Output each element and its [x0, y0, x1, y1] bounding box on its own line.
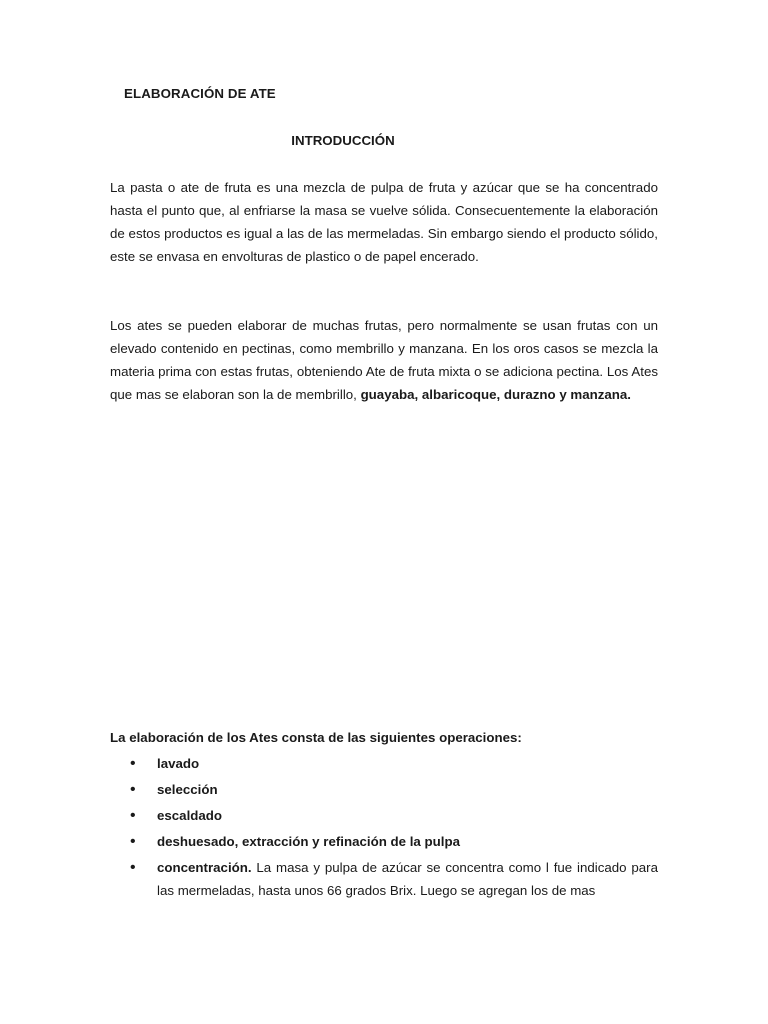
paragraph-2-bold-fruits: guayaba, albaricoque, durazno y manzana. [360, 387, 632, 402]
operation-name: selección [157, 782, 218, 797]
list-item [110, 804, 658, 827]
operation-name: concentración. [157, 860, 252, 875]
list-item [110, 830, 658, 853]
operation-name: escaldado [157, 808, 223, 823]
paragraph-2-text: Los ates se pueden elaborar de muchas frutas, pero normalmente se usan frutas con un elevado contenido en pectinas, como membrillo y manzana. En los oros casos se mezcla la materia prima con estas frutas, obteniendo Ate de fruta mixta o se adiciona pectina. Los Ates que mas se elaboran son la de membrillo, [110, 318, 658, 402]
list-item [110, 752, 658, 775]
operations-heading: La elaboración de los Ates consta de las siguientes operaciones: [110, 730, 522, 745]
section-title-introduccion: INTRODUCCIÓN [291, 133, 395, 148]
document-title: ELABORACIÓN DE ATE [124, 86, 276, 101]
operation-name: deshuesado, extracción y refinación de la pulpa [157, 834, 460, 849]
intro-paragraph-2 [110, 314, 658, 406]
intro-paragraph-1: La pasta o ate de fruta es una mezcla de pulpa de fruta y azúcar que se ha concentrado hasta el punto que, al enfriarse la masa se vuelve sólida. Consecuentemente la elaboración de estos productos es igual a las de las mermeladas. Sin embargo siendo el producto sólido, este se envasa en envolturas de plastico o de papel encerado. [110, 180, 658, 264]
list-item [110, 778, 658, 801]
operation-description: La masa y pulpa de azúcar se concentra como l fue indicado para las mermeladas, hasta unos 66 grados Brix. Luego se agregan los de mas [157, 860, 658, 898]
operation-name: lavado [157, 756, 200, 771]
list-item [110, 856, 658, 902]
operations-list [110, 752, 658, 905]
